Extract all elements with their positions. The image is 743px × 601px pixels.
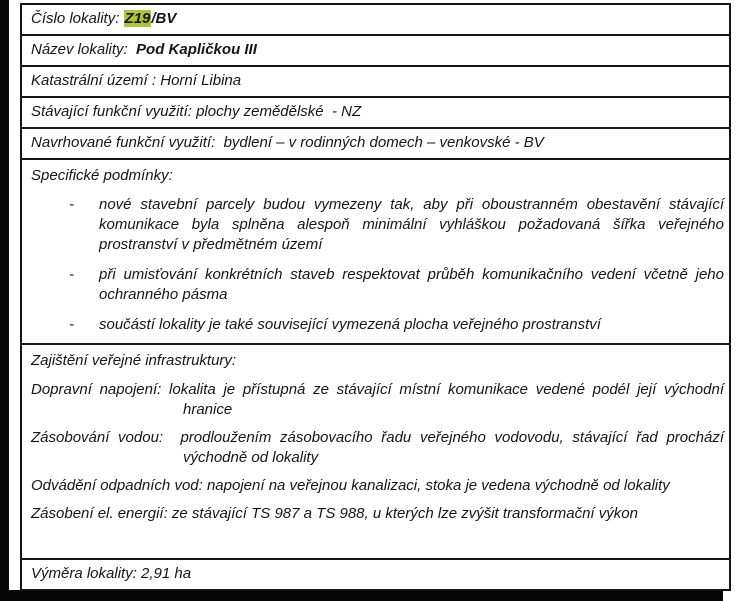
electricity-label: Zásobení el. energií:	[31, 505, 172, 522]
row-locality-number	[22, 5, 729, 36]
locality-number-suffix: /BV	[151, 10, 177, 27]
list-item	[31, 265, 725, 305]
row-cadastral-area	[22, 67, 729, 98]
infrastructure-heading: Zajištění veřejné infrastruktury:	[31, 352, 237, 369]
specific-condition-text: nové stavební parcely budou vymezeny tak, aby při oboustranném obestavění stávající komunikace byla splněna alespoň minimální vyhláškou požadovaná šířka veřejného prostranství v předmětném území	[99, 196, 724, 253]
scan-edge-left	[0, 0, 9, 601]
infrastructure-paragraph-transport	[31, 380, 725, 420]
list-item	[31, 315, 725, 335]
sewage-text: napojení na veřejnou kanalizaci, stoka je vedena východně od lokality	[206, 477, 670, 494]
current-use-value: plochy zemědělské - NZ	[196, 103, 362, 120]
infrastructure-paragraph-sewage	[31, 476, 725, 496]
current-use-label: Stávající funkční využití:	[31, 103, 197, 120]
transport-label: Dopravní napojení:	[31, 381, 170, 398]
locality-name-label: Název lokality:	[31, 41, 137, 58]
transport-text: lokalita je přístupná ze stávající místní komunikace vedené podél její východní hranice	[169, 381, 725, 418]
water-text: prodloužením zásobovacího řadu veřejného vodovodu, stávající řad prochází východně od lokality	[180, 429, 724, 466]
list-item	[31, 195, 725, 255]
locality-number-highlighted: Z19	[124, 10, 151, 27]
row-public-infrastructure	[22, 345, 729, 560]
infrastructure-paragraph-water	[31, 428, 725, 468]
scan-edge-bottom	[0, 590, 723, 601]
electricity-text: ze stávající TS 987 a TS 988, u kterých lze zvýšit transformační výkon	[171, 505, 638, 522]
infrastructure-paragraph-electricity	[31, 504, 725, 524]
locality-number-label: Číslo lokality:	[31, 10, 124, 27]
bullet-dash-icon: -	[69, 266, 74, 283]
sewage-label: Odvádění odpadních vod:	[31, 477, 207, 494]
locality-sheet-table	[20, 3, 731, 591]
proposed-use-value: bydlení – v rodinných domech – venkovské - BV	[223, 134, 544, 151]
locality-name-value: Pod Kapličkou III	[136, 41, 257, 58]
cadastral-area-label: Katastrální území :	[31, 72, 161, 89]
bullet-dash-icon: -	[69, 196, 74, 213]
row-locality-area	[22, 560, 729, 589]
bullet-dash-icon: -	[69, 316, 74, 333]
row-proposed-use	[22, 129, 729, 160]
row-current-use	[22, 98, 729, 129]
locality-area-label: Výměra lokality:	[31, 565, 142, 582]
proposed-use-label: Navrhované funkční využití:	[31, 134, 224, 151]
cadastral-area-value: Horní Libina	[160, 72, 242, 89]
locality-area-value: 2,91 ha	[141, 565, 192, 582]
specific-condition-text: při umisťování konkrétních staveb respektovat průběh komunikačního vedení včetně jeho ochranného pásma	[99, 266, 724, 303]
row-locality-name	[22, 36, 729, 67]
specific-conditions-heading: Specifické podmínky:	[31, 167, 173, 184]
row-specific-conditions	[22, 160, 729, 345]
specific-condition-text: součástí lokality je také související vymezená plocha veřejného prostranství	[99, 316, 601, 333]
water-label: Zásobování vodou:	[31, 429, 181, 446]
